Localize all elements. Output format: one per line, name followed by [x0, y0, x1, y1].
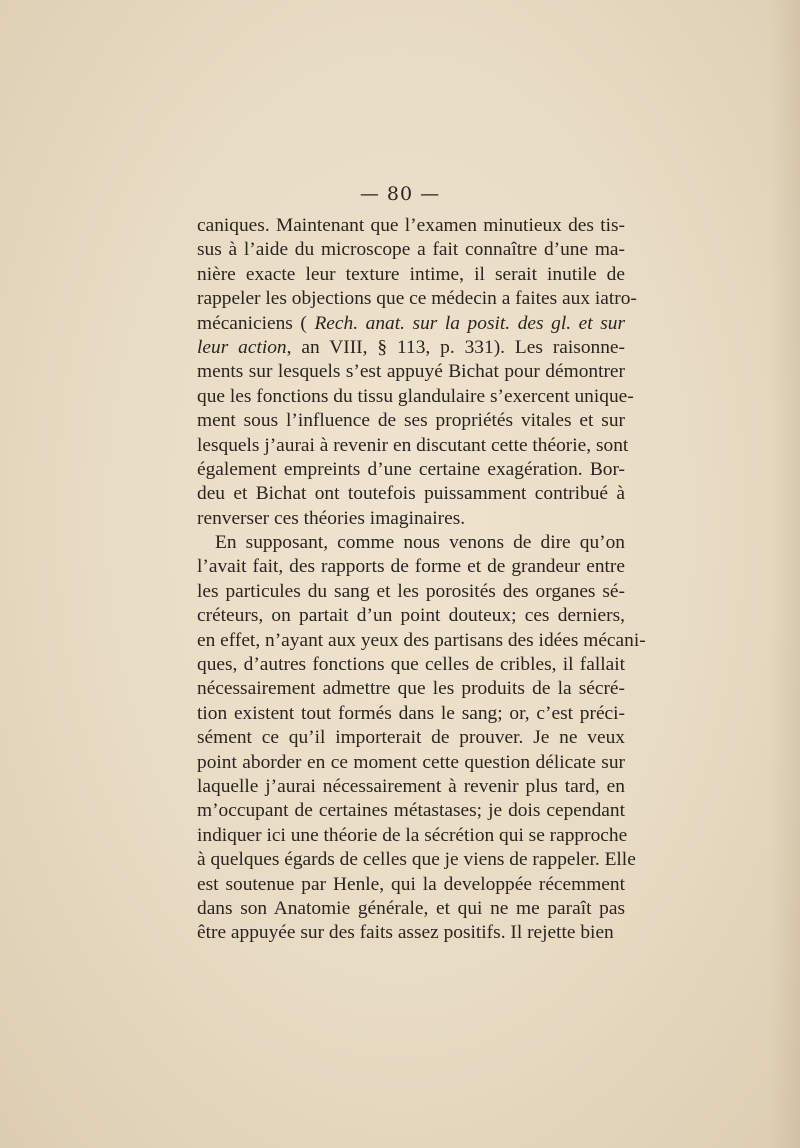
- paragraph-2: [197, 531, 646, 946]
- text-line: renverser ces théories imaginaires.: [197, 507, 466, 529]
- text-line: mécaniciens ( Rech. anat. sur la posit. des gl. et sur: [197, 312, 625, 334]
- text-line: ques, d’autres fonctions que celles de cribles, il fallait: [197, 654, 625, 676]
- text-line: sus à l’aide du microscope a fait connaître d’une ma-: [197, 239, 625, 261]
- text-line: créteurs, on partait d’un point douteux; ces derniers,: [197, 605, 625, 627]
- paragraph-1: [197, 214, 637, 531]
- text-line: en effet, n’ayant aux yeux des partisans des idées mécani-: [197, 629, 646, 651]
- text-line: nécessairement admettre que les produits de la sécré-: [197, 678, 625, 700]
- text-line: deu et Bichat ont toutefois puissamment contribué à: [197, 483, 625, 505]
- text-line: indiquer ici une théorie de la sécrétion qui se rapproche: [197, 824, 628, 846]
- text-line: lesquels j’aurai à revenir en discutant cette théorie, sont: [197, 434, 629, 456]
- italic-citation: leur action: [197, 336, 287, 358]
- text-line: également empreints d’une certaine exagération. Bor-: [197, 458, 625, 480]
- text-line: à quelques égards de celles que je viens de rappeler. Elle: [197, 849, 636, 871]
- page-number: — 80 —: [359, 183, 441, 205]
- text-line: l’avait fait, des rapports de forme et de grandeur entre: [197, 556, 625, 578]
- text-line: En supposant, comme nous venons de dire qu’on: [215, 532, 625, 554]
- italic-citation: Rech. anat. sur la posit. des gl. et sur: [314, 312, 625, 334]
- text-line: rappeler les objections que ce médecin a faites aux iatro-: [197, 288, 637, 310]
- text-line: m’occupant de certaines métastases; je dois cependant: [197, 800, 625, 822]
- text-line: caniques. Maintenant que l’examen minutieux des tis-: [197, 215, 625, 236]
- text-line: que les fonctions du tissu glandulaire s’exercent unique-: [197, 385, 634, 407]
- text-line: les particules du sang et les porosités des organes sé-: [197, 580, 625, 602]
- text-line: est soutenue par Henle, qui la developpée récemment: [197, 873, 625, 895]
- text-line: nière exacte leur texture intime, il serait inutile de: [197, 263, 625, 285]
- text-line: point aborder en ce moment cette question délicate sur: [197, 751, 625, 773]
- text-line: dans son Anatomie générale, et qui ne me paraît pas: [197, 897, 625, 919]
- text-line: être appuyée sur des faits assez positifs. Il rejette bien: [197, 922, 614, 944]
- text-line: laquelle j’aurai nécessairement à revenir plus tard, en: [197, 775, 625, 797]
- text-line: ment sous l’influence de ses propriétés vitales et sur: [197, 410, 625, 432]
- text-line: leur action, an VIII, § 113, p. 331). Les raisonne-: [197, 336, 625, 358]
- body-text: [197, 214, 646, 946]
- text-line: sément ce qu’il importerait de prouver. Je ne veux: [197, 727, 625, 749]
- text-line: ments sur lesquels s’est appuyé Bichat pour démontrer: [197, 361, 625, 383]
- text-line: tion existent tout formés dans le sang; or, c’est préci-: [197, 702, 625, 724]
